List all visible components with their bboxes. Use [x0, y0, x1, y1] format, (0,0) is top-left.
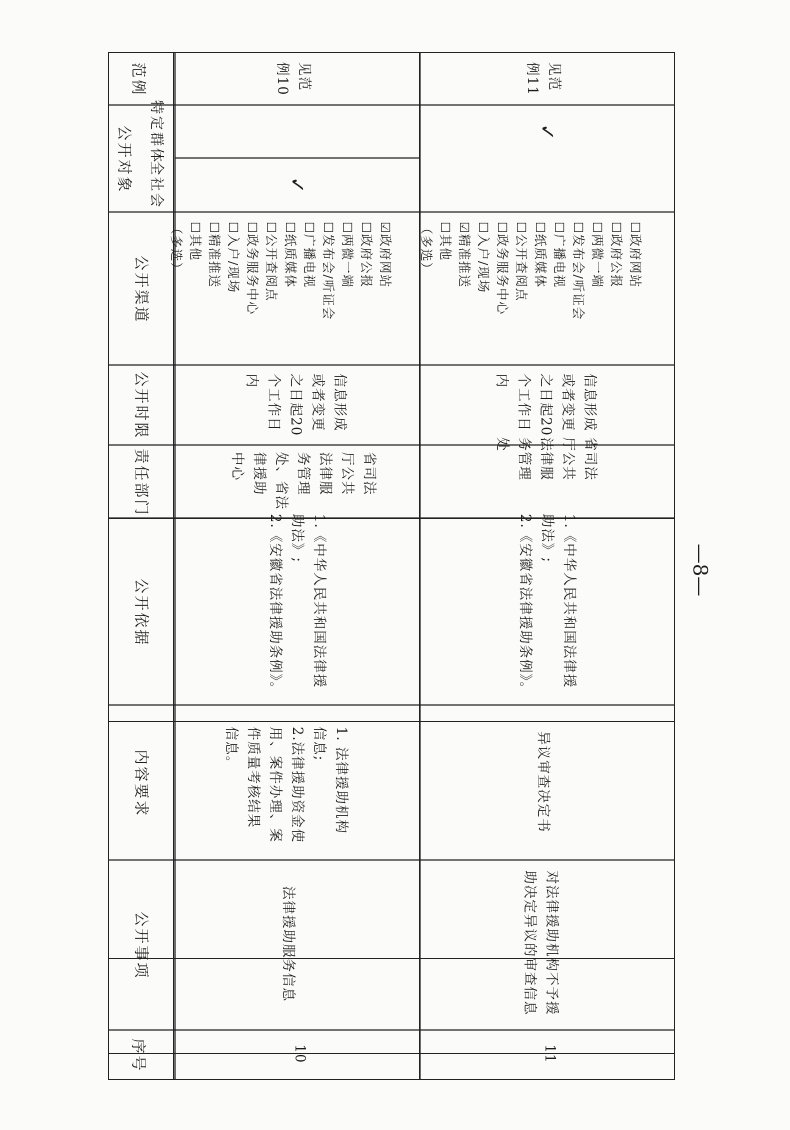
row11-content: 异议审查决定书 — [534, 730, 551, 833]
row10-index: 10 — [291, 1044, 308, 1064]
header-dept: 责任部门 — [132, 447, 151, 517]
row10-content: 1. 法律援助机构 信息; 2.法律援助资金使 用、案件办理、案 件质量考核结果 信息。 — [222, 726, 349, 843]
row10-basis: 1.《中华人民共和国法律援 助法》; 2.《安徽省法律援助条例》。 — [266, 513, 327, 696]
row10-channel: ☑政府网站 ☐政府公报 ☐两微一端 ☐发布会/听证会 ☐广播电视 ☐纸质媒体 ☐公开查阅点 ☐政务服务中心 ☐入户/现场 ☐精准推送 ☐其他 （多选） — [168, 221, 393, 320]
row11-time: 信息形成 或者变更 之日起20 个工作日 内 — [492, 373, 597, 437]
page-number: —8— — [688, 543, 713, 597]
row11-example: 见范 例11 — [523, 61, 562, 96]
row11-index: 11 — [541, 1044, 558, 1064]
row11-basis: 1.《中华人民共和国法律援 助法》; 2.《安徽省法律援助条例》。 — [516, 513, 577, 696]
row10-time: 信息形成 或者变更 之日起20 个工作日 内 — [242, 373, 347, 437]
row10-specific-group — [175, 105, 420, 158]
row10-dept: 省司法 厅公共 法律服 务管理 处、省法 律援助 中心 — [228, 451, 377, 510]
header-time: 公开时限 — [132, 371, 151, 440]
row11-item: 对法律援助机构不予援 助决定异议的审查信息 — [521, 870, 559, 1016]
row10-item: 法律援助服务信息 — [279, 886, 296, 1002]
header-basis: 公开依据 — [132, 577, 151, 647]
row11-dept: 省司法 厅公共 法律服 务管理 处 — [493, 436, 598, 481]
row11-channel: ☐政府网站 ☐政府公报 ☐两微一端 ☐发布会/听证会 ☐广播电视 ☐纸质媒体 ☐公开查阅点 ☐政务服务中心 ☐入户/现场 ☑精准推送 ☐其他 （多选） — [418, 221, 643, 320]
row11-all-society — [420, 158, 675, 212]
header-audience-all: 全社会 — [147, 161, 164, 209]
row10-all-society: ✓ — [285, 176, 310, 194]
header-content: 内容要求 — [132, 748, 151, 818]
header-index: 序号 — [129, 1038, 148, 1073]
row11-specific-group: ✓ — [535, 123, 560, 140]
header-audience-specific: 特定群体 — [147, 99, 164, 164]
header-example: 范例 — [129, 61, 148, 97]
header-audience: 公开对象 — [115, 124, 134, 194]
header-item: 公开事项 — [132, 911, 151, 980]
row10-example: 见范 例10 — [273, 61, 312, 96]
header-channel: 公开渠道 — [132, 254, 151, 324]
